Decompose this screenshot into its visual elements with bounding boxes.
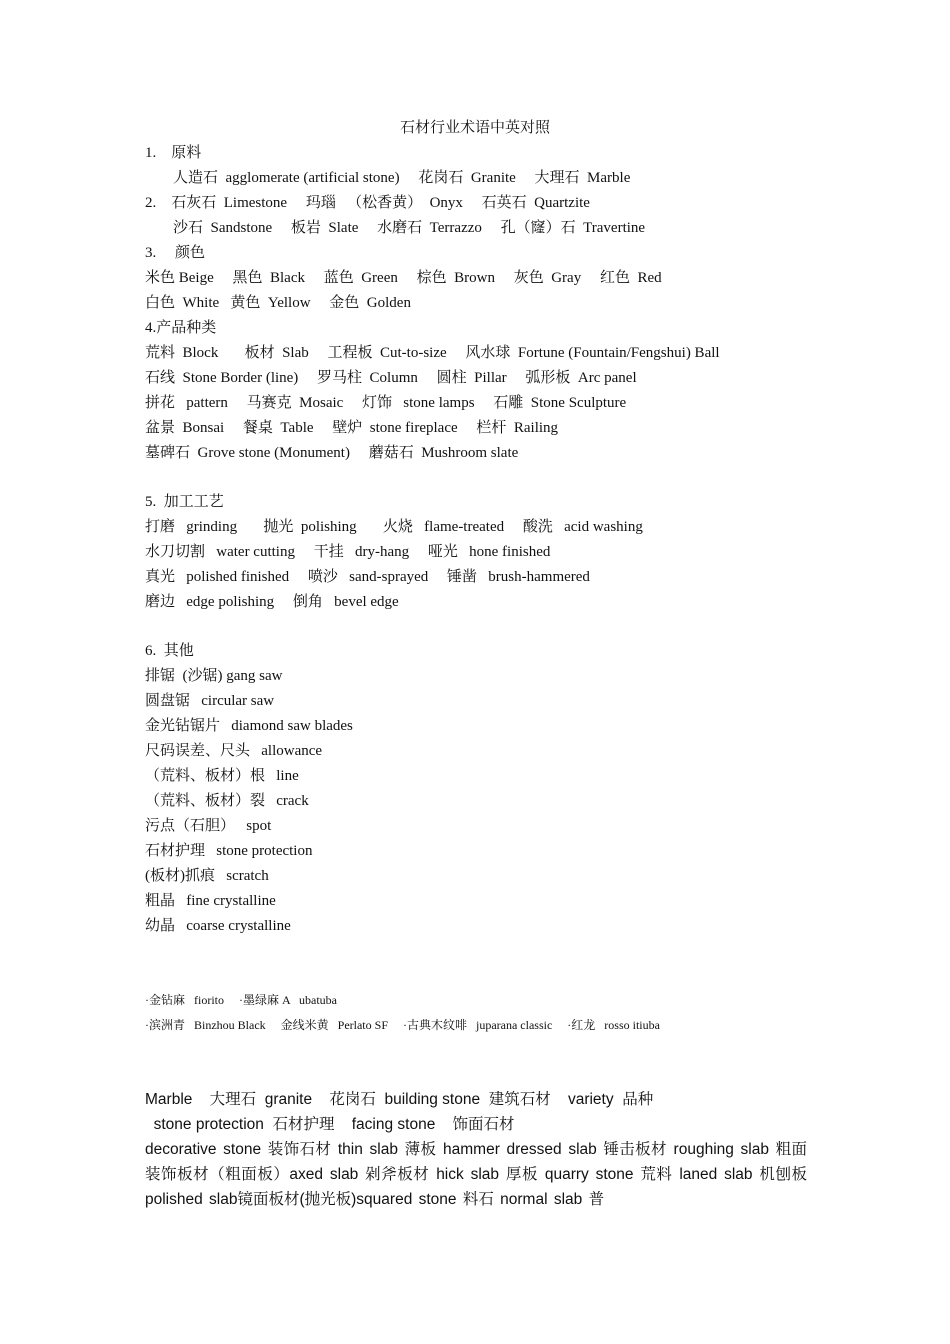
section-heading: 3. 颜色 — [145, 245, 206, 261]
text-line: 拼花 pattern 马赛克 Mosaic 灯饰 stone lamps 石雕 Stone Sculpture — [145, 395, 627, 411]
text-line: 圆盘锯 circular saw — [145, 693, 275, 709]
text-line: 幼晶 coarse crystalline — [145, 918, 291, 934]
text-line: 盆景 Bonsai 餐桌 Table 壁炉 stone fireplace 栏杆 Railing — [145, 420, 559, 436]
text-line: stone protection 石材护理 facing stone 饰面石材 — [145, 1116, 515, 1133]
section-other — [145, 639, 825, 939]
text-line: ·金钻麻 fiorito ·墨绿麻 A ubatuba — [145, 993, 337, 1007]
text-line: 沙石 Sandstone 板岩 Slate 水磨石 Terrazzo 孔（窿）石 Travertine — [173, 220, 646, 236]
text-line: 白色 White 黄色 Yellow 金色 Golden — [145, 295, 411, 311]
glossary-block — [145, 1087, 807, 1212]
text-line: Marble 大理石 granite 花岗石 building stone 建筑石材 variety 品种 — [145, 1091, 654, 1108]
text-line: (板材)抓痕 scratch — [145, 868, 269, 884]
text-line: 污点（石胆） spot — [145, 818, 272, 834]
text-line: 金光钻锯片 diamond saw blades — [145, 718, 353, 734]
text-line: 米色 Beige 黑色 Black 蓝色 Green 棕色 Brown 灰色 Gray 红色 Red — [145, 270, 662, 286]
text-line: 尺码误差、尺头 allowance — [145, 743, 323, 759]
text-line: 水刀切割 water cutting 干挂 dry-hang 哑光 hone finished — [145, 544, 551, 560]
glossary-paragraph: decorative stone 装饰石材 thin slab 薄板 hammer dressed slab 锤击板材 roughing slab 粗面装饰板材（粗面板）axed slab 剁斧板材 hick slab 厚板 quarry stone 荒料 laned slab 机刨板polished slab镜面板材(抛光板)squared stone 料石 normal slab 普 — [145, 1141, 807, 1208]
section-heading: 2. 石灰石 Limestone 玛瑙 （松香黄） Onyx 石英石 Quartzite — [145, 195, 590, 211]
text-line: 石线 Stone Border (line) 罗马柱 Column 圆柱 Pillar 弧形板 Arc panel — [145, 370, 637, 386]
text-line: 排锯 (沙锯) gang saw — [145, 668, 283, 684]
text-line: 石材护理 stone protection — [145, 843, 313, 859]
section-heading: 1. 原料 — [145, 145, 202, 161]
text-line: 磨边 edge polishing 倒角 bevel edge — [145, 594, 399, 610]
text-line: 打磨 grinding 抛光 polishing 火烧 flame-treated 酸洗 acid washing — [145, 519, 643, 535]
text-line: 人造石 agglomerate (artificial stone) 花岗石 Granite 大理石 Marble — [173, 170, 631, 186]
text-line: 荒料 Block 板材 Slab 工程板 Cut-to-size 风水球 Fortune (Fountain/Fengshui) Ball — [145, 345, 720, 361]
section-materials — [145, 141, 825, 466]
text-line: （荒料、板材）根 line — [145, 768, 299, 784]
section-processing — [145, 490, 825, 615]
text-line: ·滨洲青 Binzhou Black 金线米黄 Perlato SF ·古典木纹啡 juparana classic ·红龙 rosso itiuba — [145, 1018, 660, 1032]
page-title: 石材行业术语中英对照 — [399, 120, 550, 136]
section-heading: 6. 其他 — [145, 643, 194, 659]
text-line: （荒料、板材）裂 crack — [145, 793, 309, 809]
section-heading: 4.产品种类 — [145, 320, 217, 336]
text-line: 墓碑石 Grove stone (Monument) 蘑菇石 Mushroom slate — [145, 445, 519, 461]
text-line: 真光 polished finished 喷沙 sand-sprayed 锤凿 brush-hammered — [145, 569, 590, 585]
section-heading: 5. 加工工艺 — [145, 494, 224, 510]
stone-names-list — [145, 988, 825, 1038]
text-line: 粗晶 fine crystalline — [145, 893, 276, 909]
